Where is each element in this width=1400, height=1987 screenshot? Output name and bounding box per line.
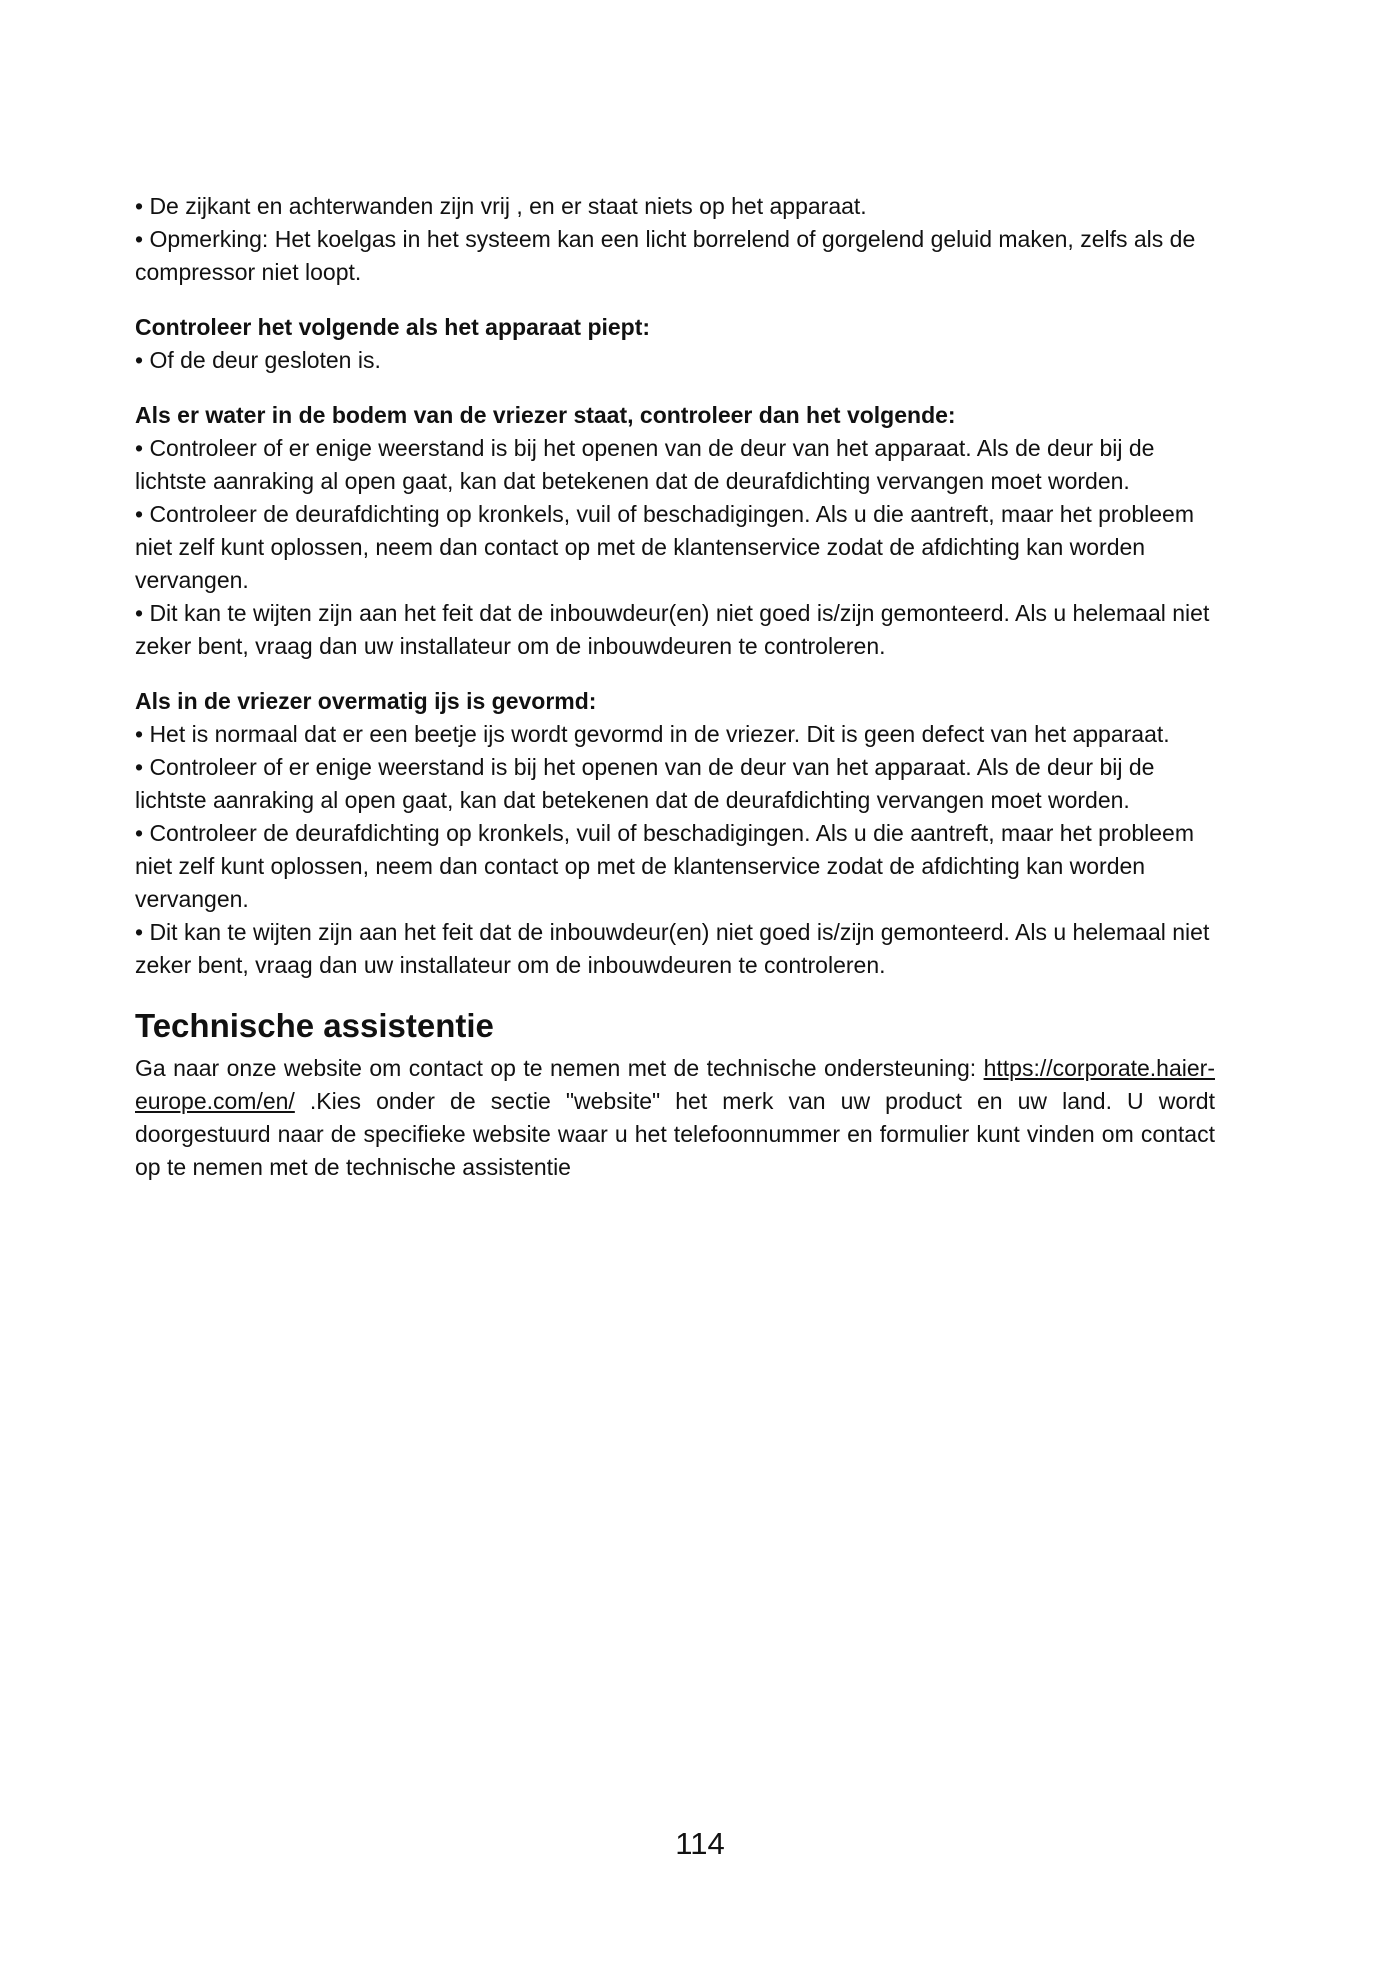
section-heading: Controleer het volgende als het apparaat piept:: [135, 314, 651, 340]
section-heading: Als er water in de bodem van de vriezer staat, controleer dan het volgende:: [135, 402, 956, 428]
tech-assistance-heading: Technische assistentie: [135, 1007, 494, 1044]
support-website-link[interactable]: https://corporate.haier-europe.com/en/: [135, 1055, 1215, 1114]
bullet-item: • Controleer of er enige weerstand is bij het openen van de deur van het apparaat. Als de deur bij de lichtste aanraking al open gaat, kan dat betekenen dat de deurafdichting vervangen moet worden.: [135, 754, 1155, 813]
bullet-item: • Opmerking: Het koelgas in het systeem kan een licht borrelend of gorgelend geluid maken, zelfs als de compressor niet loopt.: [135, 226, 1196, 285]
bullet-item: • Controleer de deurafdichting op kronkels, vuil of beschadigingen. Als u die aantreft, maar het probleem niet zelf kunt oplossen, neem dan contact op met de klantenservice zodat de afdichting kan worden vervangen.: [135, 501, 1195, 593]
bullet-item: • Of de deur gesloten is.: [135, 347, 381, 373]
tech-assistance-paragraph: [135, 1052, 1215, 1184]
bullet-item: • Controleer de deurafdichting op kronkels, vuil of beschadigingen. Als u die aantreft, maar het probleem niet zelf kunt oplossen, neem dan contact op met de klantenservice zodat de afdichting kan worden vervangen.: [135, 820, 1195, 912]
bullet-item: • Controleer of er enige weerstand is bij het openen van de deur van het apparaat. Als de deur bij de lichtste aanraking al open gaat, kan dat betekenen dat de deurafdichting vervangen moet worden.: [135, 435, 1155, 494]
bullet-item: • Dit kan te wijten zijn aan het feit dat de inbouwdeur(en) niet goed is/zijn gemonteerd. Als u helemaal niet zeker bent, vraag dan uw installateur om de inbouwdeuren te controleren.: [135, 600, 1210, 659]
section-water: [135, 399, 1215, 663]
tech-text-after: .Kies onder de sectie "website" het merk van uw product en uw land. U wordt doorgestuurd naar de specifieke website waar u het telefoonnummer en formulier kunt vinden om contact op te nemen met de technische assistentie: [135, 1088, 1215, 1180]
bullet-item: • Het is normaal dat er een beetje ijs wordt gevormd in de vriezer. Dit is geen defect van het apparaat.: [135, 721, 1170, 747]
page-number: 114: [675, 1826, 725, 1861]
intro-bullets: [135, 190, 1215, 289]
section-heading: Als in de vriezer overmatig ijs is gevormd:: [135, 688, 597, 714]
page-content: [135, 190, 1215, 1184]
section-beeps: [135, 311, 1215, 377]
bullet-item: • De zijkant en achterwanden zijn vrij , en er staat niets op het apparaat.: [135, 193, 867, 219]
tech-text-before: Ga naar onze website om contact op te nemen met de technische ondersteuning:: [135, 1055, 984, 1081]
section-ice: [135, 685, 1215, 982]
bullet-item: • Dit kan te wijten zijn aan het feit dat de inbouwdeur(en) niet goed is/zijn gemonteerd. Als u helemaal niet zeker bent, vraag dan uw installateur om de inbouwdeuren te controleren.: [135, 919, 1210, 978]
